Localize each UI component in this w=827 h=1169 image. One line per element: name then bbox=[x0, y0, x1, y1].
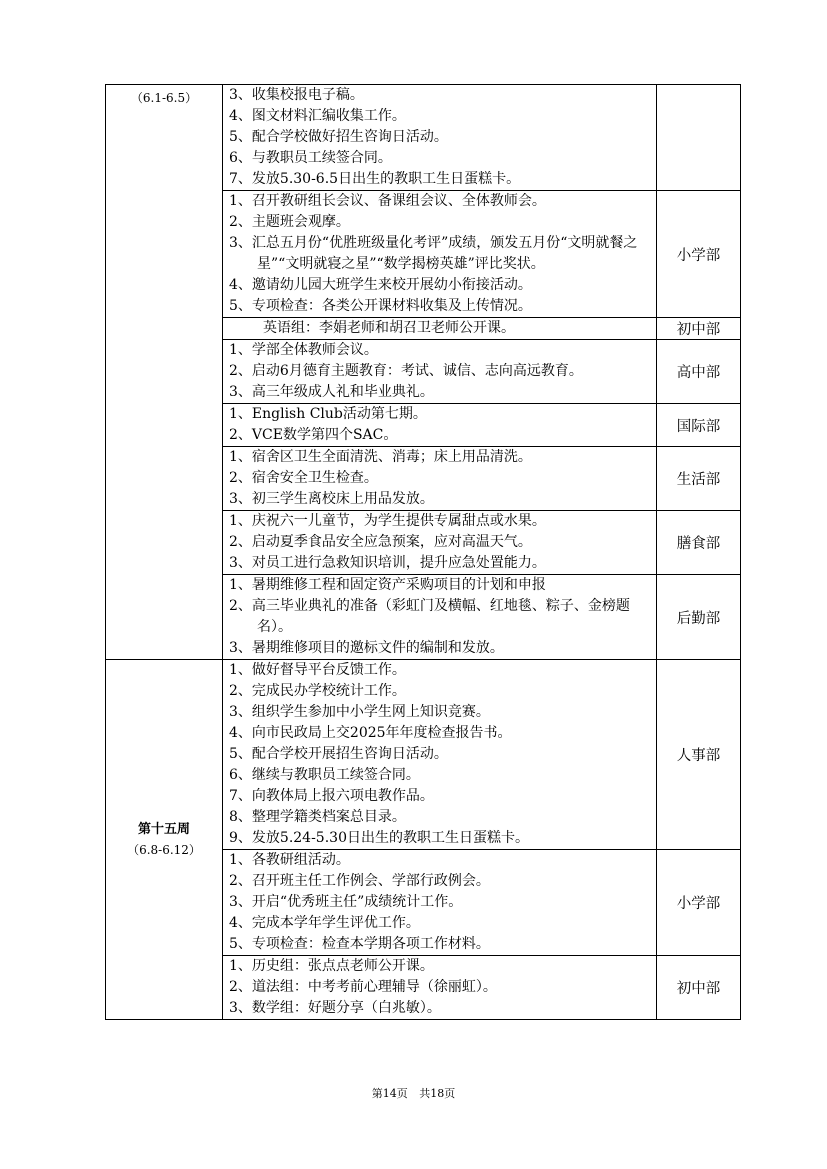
list-item: 3、高三年级成人礼和毕业典礼。 bbox=[229, 384, 434, 400]
page-number: 第14页 bbox=[371, 1087, 408, 1100]
list-item: 9、发放5.24-5.30日出生的教职工生日蛋糕卡。 bbox=[229, 830, 529, 846]
list-item: 5、配合学校做好招生咨询日活动。 bbox=[229, 129, 448, 145]
list-item: 2、高三毕业典礼的准备（彩虹门及横幅、红地毯、粽子、金榜题名）。 bbox=[229, 598, 630, 635]
items-cell bbox=[223, 660, 657, 850]
page-footer bbox=[0, 1085, 827, 1101]
list-item: 3、组织学生参加中小学生网上知识竞赛。 bbox=[229, 704, 490, 720]
items-cell bbox=[223, 191, 657, 318]
dept-cell bbox=[657, 85, 741, 191]
items-cell bbox=[223, 447, 657, 511]
list-item: 2、启动夏季食品安全应急预案，应对高温天气。 bbox=[229, 534, 532, 550]
list-item: 1、各教研组活动。 bbox=[229, 852, 350, 868]
list-item: 4、完成本学年学生评优工作。 bbox=[229, 915, 420, 931]
list-item: 1、暑期维修工程和固定资产采购项目的计划和申报 bbox=[229, 577, 546, 593]
list-item: 1、历史组：张点点老师公开课。 bbox=[229, 958, 434, 974]
list-item: 英语组：李娟老师和胡召卫老师公开课。 bbox=[263, 320, 515, 336]
list-item: 3、暑期维修项目的邀标文件的编制和发放。 bbox=[229, 640, 504, 656]
items-cell bbox=[223, 85, 657, 191]
list-item: 1、庆祝六一儿童节，为学生提供专属甜点或水果。 bbox=[229, 513, 546, 529]
dept-cell: 膳食部 bbox=[657, 511, 741, 575]
dept-cell: 人事部 bbox=[657, 660, 741, 850]
items-cell bbox=[223, 575, 657, 660]
list-item: 3、初三学生离校床上用品发放。 bbox=[229, 491, 434, 507]
list-item: 3、开启“优秀班主任”成绩统计工作。 bbox=[229, 894, 463, 910]
list-item: 5、配合学校开展招生咨询日活动。 bbox=[229, 746, 448, 762]
items-cell bbox=[223, 318, 657, 340]
items-cell bbox=[223, 404, 657, 447]
list-item: 1、English Club活动第七期。 bbox=[229, 406, 427, 422]
list-item: 7、向教体局上报六项电教作品。 bbox=[229, 788, 434, 804]
list-item: 1、召开教研组长会议、备课组会议、全体教师会。 bbox=[229, 193, 546, 209]
dept-cell: 初中部 bbox=[657, 318, 741, 340]
items-cell bbox=[223, 956, 657, 1020]
week-name: 第十五周 bbox=[137, 821, 190, 837]
list-item: 3、收集校报电子稿。 bbox=[229, 87, 364, 103]
table-row bbox=[106, 660, 741, 850]
list-item: 1、做好督导平台反馈工作。 bbox=[229, 662, 406, 678]
dept-cell: 后勤部 bbox=[657, 575, 741, 660]
list-item: 2、VCE数学第四个SAC。 bbox=[229, 427, 398, 443]
list-item: 5、专项检查：检查本学期各项工作材料。 bbox=[229, 936, 490, 952]
week-range: （6.8-6.12） bbox=[127, 842, 201, 857]
list-item: 2、完成民办学校统计工作。 bbox=[229, 683, 406, 699]
dept-cell: 生活部 bbox=[657, 447, 741, 511]
items-cell bbox=[223, 850, 657, 956]
list-item: 7、发放5.30-6.5日出生的教职工生日蛋糕卡。 bbox=[229, 171, 521, 187]
items-cell bbox=[223, 340, 657, 404]
list-item: 3、数学组：好题分享（白兆敏）。 bbox=[229, 1000, 441, 1016]
list-item: 4、向市民政局上交2025年年度检查报告书。 bbox=[229, 725, 512, 741]
dept-cell: 高中部 bbox=[657, 340, 741, 404]
list-item: 6、与教职员工续签合同。 bbox=[229, 150, 392, 166]
list-item: 2、启动6月德育主题教育：考试、诚信、志向高远教育。 bbox=[229, 363, 583, 379]
week-range: （6.1-6.5） bbox=[130, 91, 198, 105]
list-item: 2、主题班会观摩。 bbox=[229, 214, 350, 230]
list-item: 2、道法组：中考考前心理辅导（徐丽虹）。 bbox=[229, 979, 497, 995]
schedule-table bbox=[105, 84, 741, 1020]
table-row bbox=[106, 85, 741, 191]
list-item: 1、学部全体教师会议。 bbox=[229, 342, 378, 358]
list-item: 4、图文材料汇编收集工作。 bbox=[229, 108, 406, 124]
dept-cell: 国际部 bbox=[657, 404, 741, 447]
list-item: 2、召开班主任工作例会、学部行政例会。 bbox=[229, 873, 490, 889]
list-item: 2、宿舍安全卫生检查。 bbox=[229, 470, 378, 486]
week-cell bbox=[106, 660, 223, 1020]
list-item: 3、汇总五月份“优胜班级量化考评”成绩，颁发五月份“文明就餐之星”“文明就寝之星”“数学揭榜英雄”评比奖状。 bbox=[229, 235, 638, 272]
page-total: 共18页 bbox=[419, 1087, 456, 1100]
list-item: 3、对员工进行急救知识培训，提升应急处置能力。 bbox=[229, 555, 546, 571]
list-item: 6、继续与教职员工续签合同。 bbox=[229, 767, 420, 783]
list-item: 8、整理学籍类档案总目录。 bbox=[229, 809, 406, 825]
week-cell bbox=[106, 85, 223, 660]
dept-cell: 小学部 bbox=[657, 191, 741, 318]
dept-cell: 小学部 bbox=[657, 850, 741, 956]
dept-cell: 初中部 bbox=[657, 956, 741, 1020]
list-item: 5、专项检查：各类公开课材料收集及上传情况。 bbox=[229, 298, 532, 314]
list-item: 1、宿舍区卫生全面清洗、消毒；床上用品清洗。 bbox=[229, 449, 532, 465]
items-cell bbox=[223, 511, 657, 575]
list-item: 4、邀请幼儿园大班学生来校开展幼小衔接活动。 bbox=[229, 277, 532, 293]
